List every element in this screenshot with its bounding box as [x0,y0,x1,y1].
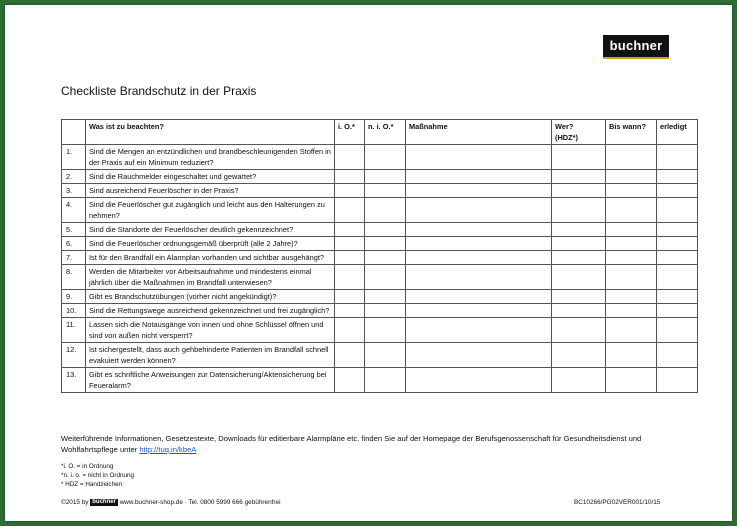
entry-cell[interactable] [335,223,365,237]
entry-cell[interactable] [657,223,698,237]
column-header: n. i. O.* [365,120,406,145]
entry-cell[interactable] [406,184,552,198]
row-number: 11. [62,318,86,343]
entry-cell[interactable] [365,237,406,251]
question-cell: Sind die Rettungswege ausreichend gekennzeichnet und frei zugänglich? [86,304,335,318]
entry-cell[interactable] [365,265,406,290]
entry-cell[interactable] [552,170,606,184]
entry-cell[interactable] [552,145,606,170]
row-number: 6. [62,237,86,251]
entry-cell[interactable] [365,304,406,318]
entry-cell[interactable] [365,368,406,393]
entry-cell[interactable] [606,343,657,368]
question-cell: Sind die Feuerlöscher gut zugänglich und leicht aus den Halterungen zu nehmen? [86,198,335,223]
document-page [5,5,732,521]
document-reference: BC10266/PG02VER001/10/15 [574,499,661,506]
entry-cell[interactable] [406,318,552,343]
buchner-logo: buchner [603,35,669,57]
legend-item: * HDZ = Handzeichen [61,481,123,489]
row-number: 5. [62,223,86,237]
row-number: 2. [62,170,86,184]
entry-cell[interactable] [406,343,552,368]
table-row [62,318,698,343]
entry-cell[interactable] [406,223,552,237]
entry-cell[interactable] [552,251,606,265]
copyright-text: ©2015 by [61,499,89,507]
entry-cell[interactable] [657,145,698,170]
table-row [62,343,698,368]
checklist-table [61,119,698,393]
question-cell: Ist sichergestellt, dass auch gehbehinderte Patienten im Brandfall schnell evakuiert werden können? [86,343,335,368]
logo-accent-bar [603,57,669,59]
entry-cell[interactable] [552,318,606,343]
entry-cell[interactable] [365,318,406,343]
entry-cell[interactable] [335,237,365,251]
table-row [62,237,698,251]
entry-cell[interactable] [406,145,552,170]
entry-cell[interactable] [657,237,698,251]
question-cell: Sind die Feuerlöscher ordnungsgemäß überprüft (alle 2 Jahre)? [86,237,335,251]
row-number: 12. [62,343,86,368]
table-row [62,304,698,318]
row-number: 4. [62,198,86,223]
footer-logo: buchner [92,499,116,505]
column-header: i. O.* [335,120,365,145]
entry-cell[interactable] [406,368,552,393]
question-cell: Sind die Standorte der Feuerlöscher deutlich gekennzeichnet? [86,223,335,237]
legend [61,462,134,490]
row-number: 3. [62,184,86,198]
entry-cell[interactable] [365,145,406,170]
info-link[interactable]: http://tuq.in/kbeA [139,445,197,454]
question-cell: Sind die Rauchmelder eingeschaltet und gewartet? [86,170,335,184]
entry-cell[interactable] [406,251,552,265]
legend-item: *n. i. o. = nicht in Ordnung [61,472,134,480]
entry-cell[interactable] [406,265,552,290]
entry-cell[interactable] [406,198,552,223]
question-cell: Lassen sich die Notausgänge von innen und ohne Schlüssel öffnen und sind von außen nicht versperrt? [86,318,335,343]
question-cell: Sind ausreichend Feuerlöscher in der Praxis? [86,184,335,198]
entry-cell[interactable] [406,290,552,304]
table-row [62,251,698,265]
question-cell: Gibt es Brandschutzübungen (vorher nicht angekündigt)? [86,290,335,304]
entry-cell[interactable] [606,290,657,304]
question-cell: Werden die Mitarbeiter vor Arbeitsaufnahme und mindestens einmal jährlich über die Maßnahmen im Brandfall unterwiesen? [86,265,335,290]
entry-cell[interactable] [365,343,406,368]
entry-cell[interactable] [552,343,606,368]
table-row [62,145,698,170]
checklist-header-row [62,120,698,145]
entry-cell[interactable] [657,318,698,343]
entry-cell[interactable] [657,290,698,304]
column-header: Maßnahme [406,120,552,145]
table-row [62,198,698,223]
question-cell: Sind die Mengen an entzündlichen und brandbeschleunigenden Stoffen in der Praxis auf ein Minimum reduziert? [86,145,335,170]
entry-cell[interactable] [335,318,365,343]
entry-cell[interactable] [335,304,365,318]
entry-cell[interactable] [365,290,406,304]
page-title: Checkliste Brandschutz in der Praxis [61,84,257,98]
row-number: 7. [62,251,86,265]
entry-cell[interactable] [552,368,606,393]
entry-cell[interactable] [335,145,365,170]
entry-cell[interactable] [606,170,657,184]
row-number: 8. [62,265,86,290]
footer [61,499,281,506]
entry-cell[interactable] [552,265,606,290]
entry-cell[interactable] [552,290,606,304]
column-header: Wer? (HDZ*) [552,120,606,145]
entry-cell[interactable] [365,170,406,184]
entry-cell[interactable] [657,251,698,265]
entry-cell[interactable] [606,145,657,170]
entry-cell[interactable] [606,304,657,318]
entry-cell[interactable] [365,251,406,265]
info-text: Weiterführende Informationen, Gesetzestexte, Downloads für editierbare Alarmpläne etc. finden Sie auf der Homepage der Berufsgenossenschaft für Gesundheitsdienst und Wohlfahrtspflege unter [61,434,642,454]
row-number: 10. [62,304,86,318]
entry-cell[interactable] [335,343,365,368]
entry-cell[interactable] [365,198,406,223]
table-row [62,368,698,393]
contact-text: www.buchner-shop.de · Tel. 0800 5999 666 gebührenfrei [119,499,281,507]
info-paragraph [61,433,691,455]
table-row [62,170,698,184]
column-header: Was ist zu beachten? [86,120,335,145]
table-row [62,223,698,237]
entry-cell[interactable] [606,318,657,343]
column-header: Bis wann? [606,120,657,145]
entry-cell[interactable] [606,184,657,198]
entry-cell[interactable] [606,198,657,223]
entry-cell[interactable] [606,251,657,265]
entry-cell[interactable] [335,184,365,198]
entry-cell[interactable] [657,170,698,184]
entry-cell[interactable] [335,251,365,265]
table-row [62,184,698,198]
row-number: 9. [62,290,86,304]
entry-cell[interactable] [335,198,365,223]
entry-cell[interactable] [552,237,606,251]
entry-cell[interactable] [365,184,406,198]
table-row [62,265,698,290]
entry-cell[interactable] [335,170,365,184]
question-cell: Gibt es schriftliche Anweisungen zur Datensicherung/Aktensicherung bei Feueralarm? [86,368,335,393]
entry-cell[interactable] [365,223,406,237]
entry-cell[interactable] [552,198,606,223]
entry-cell[interactable] [606,265,657,290]
entry-cell[interactable] [657,265,698,290]
entry-cell[interactable] [406,170,552,184]
entry-cell[interactable] [657,198,698,223]
table-row [62,290,698,304]
entry-cell[interactable] [657,184,698,198]
entry-cell[interactable] [406,304,552,318]
row-number: 13. [62,368,86,393]
entry-cell[interactable] [606,368,657,393]
entry-cell[interactable] [335,368,365,393]
entry-cell[interactable] [335,290,365,304]
entry-cell[interactable] [657,304,698,318]
entry-cell[interactable] [552,304,606,318]
question-cell: Ist für den Brandfall ein Alarmplan vorhanden und sichtbar ausgehängt? [86,251,335,265]
entry-cell[interactable] [552,223,606,237]
row-number: 1. [62,145,86,170]
entry-cell[interactable] [606,223,657,237]
entry-cell[interactable] [606,237,657,251]
legend-item: *i. O. = in Ordnung [61,463,114,470]
entry-cell[interactable] [552,184,606,198]
column-header [62,120,86,145]
entry-cell[interactable] [335,265,365,290]
entry-cell[interactable] [657,368,698,393]
entry-cell[interactable] [406,237,552,251]
entry-cell[interactable] [657,343,698,368]
column-header: erledigt [657,120,698,145]
